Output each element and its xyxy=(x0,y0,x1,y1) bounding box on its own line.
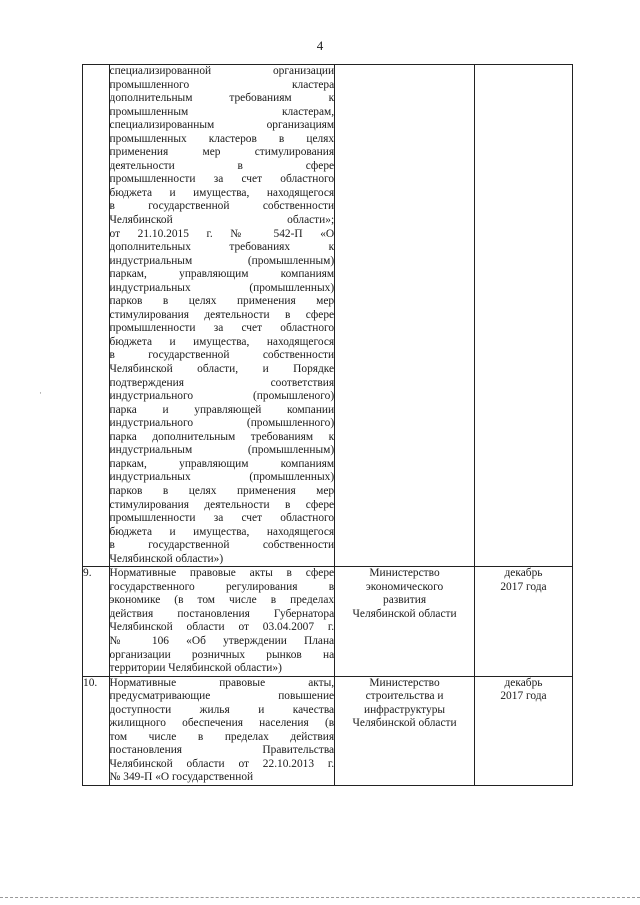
responsible-line: Министерство xyxy=(369,567,440,580)
description-line: промышленности за счет областного xyxy=(109,173,335,186)
description-line: промышленности за счет областного xyxy=(109,512,335,525)
description-line: том числе в пределах действия xyxy=(109,730,335,743)
description-line: предусматривающие повышение xyxy=(109,690,335,703)
description-line: Челябинской области»; xyxy=(109,214,335,227)
row-number: 10. xyxy=(83,676,110,785)
description-line: в государственной собственности xyxy=(109,200,335,213)
description-line: в государственной собственности xyxy=(109,539,335,552)
responsible-line: Челябинской области xyxy=(352,607,457,620)
responsible-line: Челябинской области xyxy=(352,717,457,730)
description-line: специализированным организациям xyxy=(109,119,335,132)
description-line: паркам, управляющим компаниям xyxy=(109,457,335,470)
description-line: парков в целях применения мер xyxy=(109,295,335,308)
measures-table xyxy=(82,64,573,786)
description-line: индустриальным (промышленным) xyxy=(109,444,335,457)
description-line: доступности жилья и качества xyxy=(109,703,335,716)
deadline xyxy=(474,65,572,567)
description-line: Нормативные правовые акты в сфере xyxy=(109,567,335,580)
description-line: дополнительным требованиям к xyxy=(109,92,335,105)
scan-mark: · xyxy=(39,388,42,398)
description-line: от 21.10.2015 г. № 542-П «О xyxy=(109,227,335,240)
responsible-line: развития xyxy=(383,594,427,607)
description-line: парка и управляющей компании xyxy=(109,403,335,416)
responsible-line: инфраструктуры xyxy=(364,703,446,716)
description-line: парка дополнительным требованиям к xyxy=(109,430,335,443)
row-number: 9. xyxy=(83,567,110,676)
description-line: организации розничных рынков на xyxy=(109,648,335,661)
deadline-line: 2017 года xyxy=(500,580,547,593)
description-line: бюджета и имущества, находящегося xyxy=(109,186,335,199)
responsible-executor xyxy=(335,567,475,676)
deadline-line: декабрь xyxy=(504,676,543,689)
description-line: дополнительных требованиях к xyxy=(109,241,335,254)
description-line: постановления Правительства xyxy=(109,744,335,757)
responsible-line: Министерство xyxy=(369,676,440,689)
description-line: применения мер стимулирования xyxy=(109,146,335,159)
description-line: № 106 «Об утверждении Плана xyxy=(109,634,335,647)
responsible-executor xyxy=(335,65,475,567)
description-line: деятельности в сфере xyxy=(109,159,335,172)
description-line: стимулирования деятельности в сфере xyxy=(109,308,335,321)
description-line: подтверждения соответствия xyxy=(109,376,335,389)
description-line: государственного регулирования в xyxy=(109,580,335,593)
description-line: индустриального (промышленного) xyxy=(109,417,335,430)
row-number xyxy=(83,65,110,567)
measure-description xyxy=(109,676,335,785)
description-line: промышленного кластера xyxy=(109,78,335,91)
description-line: жилищного обеспечения населения (в xyxy=(109,717,335,730)
description-line: промышленности за счет областного xyxy=(109,322,335,335)
description-line: бюджета и имущества, находящегося xyxy=(109,335,335,348)
description-line: промышленным кластерам, xyxy=(109,105,335,118)
description-line: промышленных кластеров в целях xyxy=(109,132,335,145)
description-line: территории Челябинской области») xyxy=(109,662,282,675)
deadline xyxy=(474,676,572,785)
description-line: Челябинской области») xyxy=(109,552,224,565)
description-line: Челябинской области от 03.04.2007 г. xyxy=(109,621,335,634)
measure-description xyxy=(109,567,335,676)
description-line: индустриальным (промышленным) xyxy=(109,254,335,267)
page-number: 4 xyxy=(316,38,324,53)
deadline-line: 2017 года xyxy=(500,690,547,703)
table-row xyxy=(83,676,573,785)
description-line: индустриальных (промышленных) xyxy=(109,281,335,294)
deadline xyxy=(474,567,572,676)
description-line: индустриальных (промышленных) xyxy=(109,471,335,484)
description-line: индустриального (промышленого) xyxy=(109,390,335,403)
deadline-line: декабрь xyxy=(504,567,543,580)
description-line: в государственной собственности xyxy=(109,349,335,362)
responsible-executor xyxy=(335,676,475,785)
description-line: парков в целях применения мер xyxy=(109,484,335,497)
measure-description xyxy=(109,65,335,567)
table-row xyxy=(83,65,573,567)
description-line: Челябинской области от 22.10.2013 г. xyxy=(109,757,335,770)
description-line: стимулирования деятельности в сфере xyxy=(109,498,335,511)
responsible-line: экономического xyxy=(365,580,444,593)
description-line: действия постановления Губернатора xyxy=(109,607,335,620)
description-line: специализированной организации xyxy=(109,65,335,77)
description-line: Нормативные правовые акты, xyxy=(109,676,335,689)
description-line: экономике (в том числе в пределах xyxy=(109,594,335,607)
table-row xyxy=(83,567,573,676)
description-line: № 349-П «О государственной xyxy=(109,771,254,784)
description-line: Челябинской области, и Порядке xyxy=(109,363,335,376)
bottom-rule xyxy=(0,897,640,899)
description-line: паркам, управляющим компаниям xyxy=(109,268,335,281)
responsible-line: строительства и xyxy=(365,690,444,703)
description-line: бюджета и имущества, находящегося xyxy=(109,525,335,538)
